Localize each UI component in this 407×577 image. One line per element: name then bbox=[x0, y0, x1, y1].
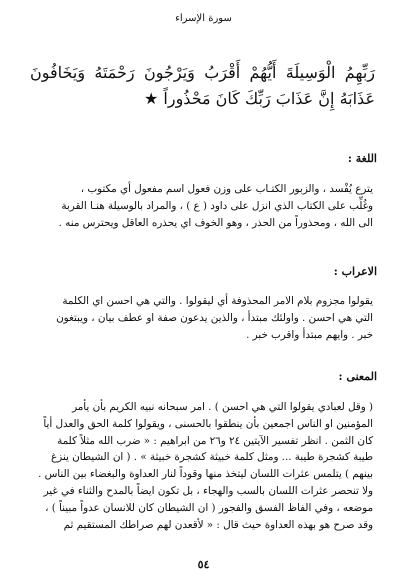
maana-line: وقد صرح هو بهذه العداوة حيث قال : « لأقعدن لهم صراطك المستقيم ثم bbox=[63, 518, 373, 531]
iraab-line: التي هي احسن . واولئك مبتدأ ، والذين يدعون صفة او عطف بيان ، ويبتغون bbox=[56, 311, 373, 324]
lugha-heading: اللغة : bbox=[347, 152, 377, 165]
iraab-line: خبر . وايهم مبتدأ واقرب خبر . bbox=[246, 328, 373, 341]
maana-paragraph bbox=[30, 399, 373, 533]
iraab-line: يقولوا مجزوم بلام الامر المحذوفة أي ليقولوا . والتي هي احسن اي الكلمة bbox=[62, 295, 373, 307]
surah-title: سورة الإسراء bbox=[175, 13, 232, 24]
lugha-line: وغُلِّب على الكتاب الذي انزل على داود ( ع ) ، والمراد بالوسيلة هنـا القربة bbox=[61, 199, 373, 212]
lugha-line: الى الله ، ومحذوراً من الحذر ، وهو الخوف اي يحذره العاقل ويحترس منه . bbox=[58, 216, 373, 229]
maana-heading: المعنى : bbox=[338, 370, 377, 383]
maana-line: طيبة كشجرة طيبة ... ومثل كلمة خبيثة كشجرة خبيثة » . ( ان الشيطان ينزغ bbox=[51, 451, 373, 464]
maana-line: كان الثمن . انظر تفسير الآيتين ٢٤ و٢٦ من ابراهيم : « ضرب الله مثلاً كلمة bbox=[57, 434, 373, 447]
page-number: ٥٤ bbox=[197, 558, 210, 571]
maana-line: بينهم ) يتلمس عثرات اللسان ليتخذ منها وقوداً لنار العداوة والبغضاء بين الناس . bbox=[38, 468, 373, 481]
iraab-heading: الاعراب : bbox=[333, 265, 377, 278]
maana-line: المؤمنين او الناس اجمعين بأن ينطقوا بالحسنى ، ويقولوا كلمة الحق والعدل أياً bbox=[43, 417, 373, 430]
maana-line: موضعه ، وفي الفاظ الفسق والفجور ( ان الشيطان كان للانسان عدواً مبيناً ) ، bbox=[45, 501, 373, 514]
lugha-line: يترع يُفْسد ، والزبور الكتـاب على وزن فعول اسم مفعول أي مكتوب ، bbox=[80, 183, 373, 195]
maana-line: ( وقل لعبادي يقولوا التي هي احسن ) . امر سبحانه نبيه الكريم بأن يأمر bbox=[72, 401, 373, 413]
iraab-paragraph bbox=[30, 293, 373, 343]
lugha-paragraph bbox=[30, 181, 373, 231]
maana-line: ولا تنحصر عثرات اللسان بالسب والهجاء ، بل تكون ايضاً بالمدح والثناء في غير bbox=[43, 484, 373, 497]
quran-verse: رَبِّهِمُ الْوَسِيلَةَ أَيُّهُمْ أَقْرَبُ وَيَرْجُونَ رَحْمَتَهُ وَيَخَافُونَ عَذَابَهُ إِنَّ عَذَابَ رَبِّكَ كَانَ مَحْذُوراً ★ bbox=[30, 63, 375, 108]
